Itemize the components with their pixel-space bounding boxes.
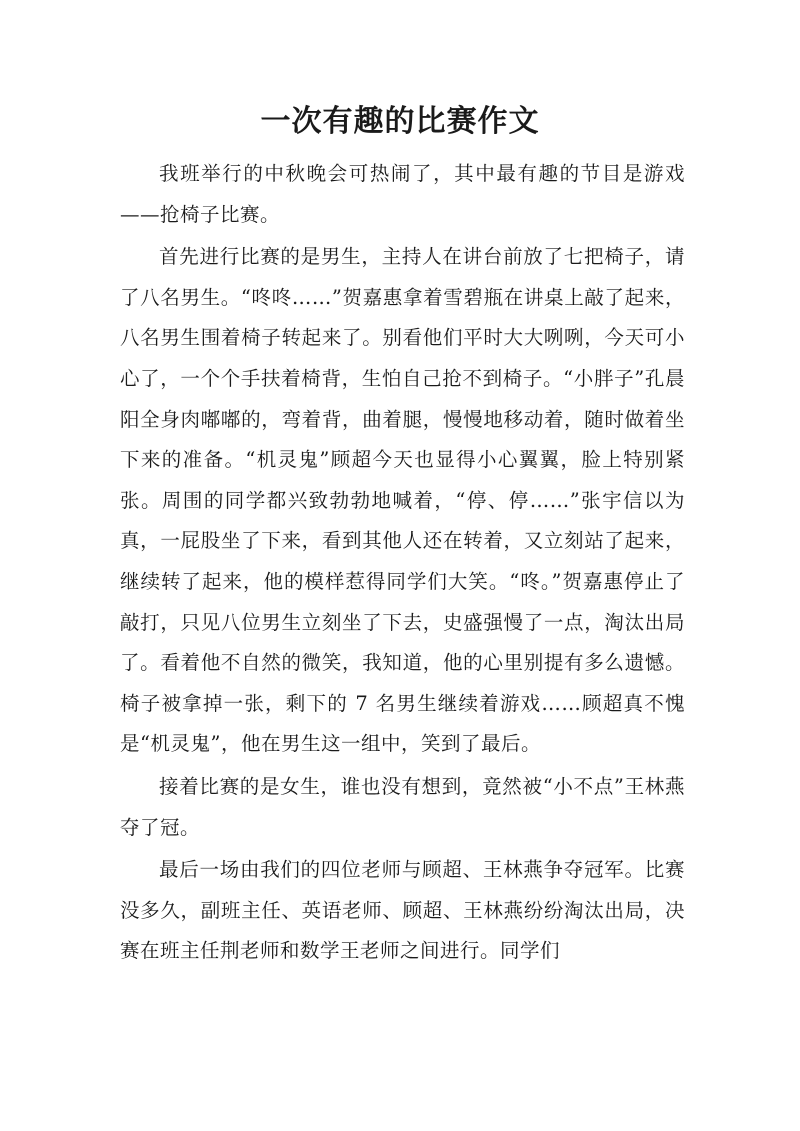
paragraph: 最后一场由我们的四位老师与顾超、王林燕争夺冠军。比赛没多久，副班主任、英语老师、顾超、王林燕纷纷淘汰出局，决赛在班主任荆老师和数学王老师之间进行。同学们 — [120, 858, 685, 963]
paragraph: 首先进行比赛的是男生，主持人在讲台前放了七把椅子，请了八名男生。“咚咚……”贺嘉惠拿着雪碧瓶在讲桌上敲了起来，八名男生围着椅子转起来了。别看他们平时大大咧咧，今天可小心了，一个个手扶着椅背，生怕自己抢不到椅子。“小胖子”孔晨阳全身肉嘟嘟的，弯着背，曲着腿，慢慢地移动着，随时做着坐下来的准备。“机灵鬼”顾超今天也显得小心翼翼，脸上特别紧张。周围的同学都兴致勃勃地喊着，“停、停……”张宇信以为真，一屁股坐了下来，看到其他人还在转着，又立刻站了起来，继续转了起来，他的模样惹得同学们大笑。“咚。”贺嘉惠停止了敲打，只见八位男生立刻坐了下去，史盛强慢了一点，淘汰出局了。看着他不自然的微笑，我知道，他的心里别提有多么遗憾。椅子被拿掉一张，剩下的 7 名男生继续着游戏……顾超真不愧是“机灵鬼”，他在男生这一组中，笑到了最后。 — [120, 245, 685, 756]
document-title: 一次有趣的比赛作文 — [260, 104, 540, 139]
document-body — [120, 154, 685, 974]
paragraph: 我班举行的中秋晚会可热闹了，其中最有趣的节目是游戏——抢椅子比赛。 — [120, 162, 685, 226]
paragraph: 接着比赛的是女生，谁也没有想到，竟然被“小不点”王林燕夺了冠。 — [120, 774, 685, 839]
